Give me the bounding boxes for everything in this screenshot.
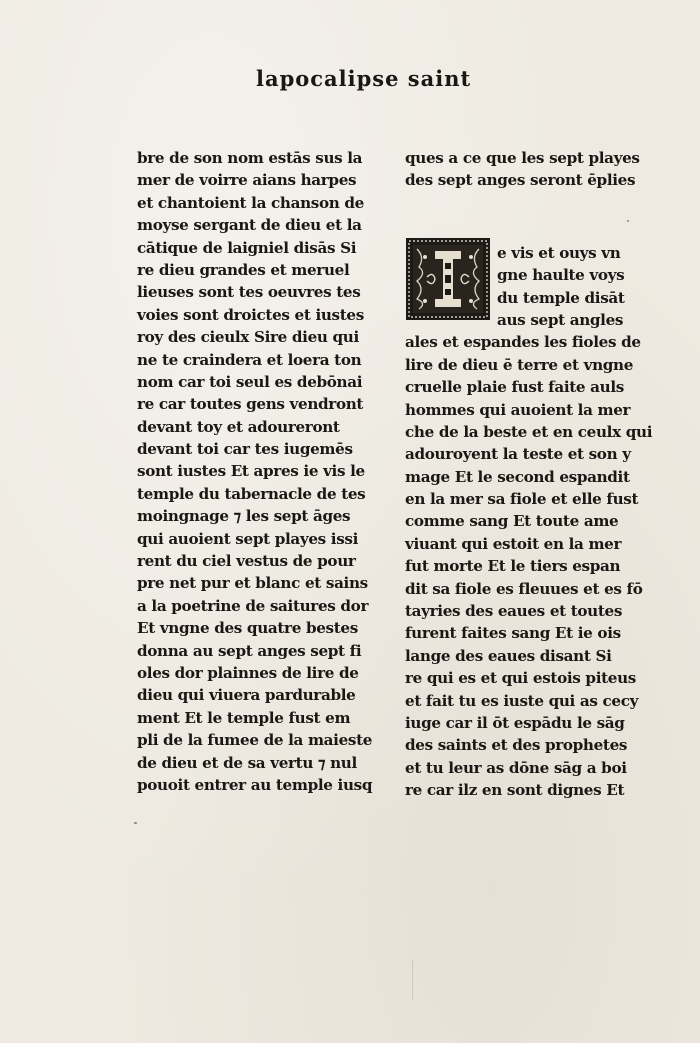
text-line: devant toy et adoureront bbox=[137, 417, 340, 436]
text-line: des saints et des prophetes bbox=[405, 736, 628, 755]
text-line: sont iustes Et apres ie vis le bbox=[137, 462, 365, 481]
text-line: qui auoient sept playes issi bbox=[137, 529, 359, 548]
text-line: Et vngne des quatre bestes bbox=[137, 619, 358, 638]
column-gap bbox=[405, 192, 652, 242]
text-line: et fait tu es iuste qui as cecy bbox=[405, 691, 639, 710]
paper-speck bbox=[134, 822, 137, 824]
text-line: donna au sept anges sept fi bbox=[137, 641, 362, 660]
text-line: et tu leur as dōne sāg a boi bbox=[405, 758, 627, 777]
text-line: viuant qui estoit en la mer bbox=[405, 534, 622, 553]
text-line: pli de la fumee de la maieste bbox=[137, 731, 373, 750]
text-line: pouoit entrer au temple iusq bbox=[137, 775, 373, 794]
text-line: hommes qui auoient la mer bbox=[405, 400, 631, 419]
text-line: lange des eaues disant Si bbox=[405, 646, 612, 665]
text-line: fut morte Et le tiers espan bbox=[405, 557, 621, 576]
text-line: dieu qui viuera pardurable bbox=[137, 686, 356, 705]
paper-speck bbox=[627, 220, 629, 222]
text-line: oles dor plainnes de lire de bbox=[137, 663, 359, 682]
text-line: en la mer sa fiole et elle fust bbox=[405, 490, 639, 509]
text-line: gne haulte voys bbox=[497, 266, 625, 285]
text-line: re car toutes gens vendront bbox=[137, 395, 364, 414]
text-line: e vis et ouys vn bbox=[497, 243, 621, 262]
text-line: temple du tabernacle de tes bbox=[137, 484, 366, 503]
text-line: moingnage ⁊ les sept āges bbox=[137, 507, 351, 526]
text-line: de dieu et de sa vertu ⁊ nul bbox=[137, 753, 357, 772]
page-header: lapocalipse saint bbox=[256, 66, 472, 91]
text-line: bre de son nom estās sus la bbox=[137, 149, 363, 167]
left-text-column bbox=[137, 147, 372, 796]
text-line: a la poetrine de saitures dor bbox=[137, 596, 369, 615]
text-line: comme sang Et toute ame bbox=[405, 512, 619, 531]
text-line: re dieu grandes et meruel bbox=[137, 260, 350, 279]
text-line: voies sont droictes et iustes bbox=[137, 305, 364, 324]
text-line: moyse sergant de dieu et la bbox=[137, 216, 362, 235]
text-line: et chantoient la chanson de bbox=[137, 193, 364, 212]
text-line: adouroyent la teste et son y bbox=[405, 445, 631, 464]
text-line: nom car toi seul es debōnai bbox=[137, 372, 363, 391]
text-line: ques a ce que les sept playes bbox=[405, 149, 640, 167]
text-line: aus sept angles bbox=[497, 310, 624, 329]
text-line: furent faites sang Et ie ois bbox=[405, 624, 621, 643]
text-line: mage Et le second espandit bbox=[405, 467, 630, 486]
text-line: pre net pur et blanc et sains bbox=[137, 574, 368, 593]
text-line: des sept anges seront ēplies bbox=[405, 171, 636, 190]
text-line: ne te craindera et loera ton bbox=[137, 350, 362, 369]
paper-fold-mark bbox=[412, 960, 413, 1000]
text-line: du temple disāt bbox=[497, 288, 625, 307]
text-line: mer de voirre aians harpes bbox=[137, 171, 357, 190]
text-line: ales et espandes les fioles de bbox=[405, 333, 641, 352]
text-line: cruelle plaie fust faite auls bbox=[405, 378, 624, 397]
text-line: dit sa fiole es fleuues et es fō bbox=[405, 579, 643, 598]
text-line: cātique de laigniel disās Si bbox=[137, 238, 357, 257]
text-line: rent du ciel vestus de pour bbox=[137, 552, 356, 571]
text-line: che de la beste et en ceulx qui bbox=[405, 422, 653, 441]
text-line: tayries des eaues et toutes bbox=[405, 602, 623, 621]
text-line: re car ilz en sont dignes Et bbox=[405, 781, 625, 800]
text-line: re qui es et qui estois piteus bbox=[405, 669, 636, 688]
text-line: lire de dieu ē terre et vngne bbox=[405, 355, 634, 374]
text-line: devant toi car tes iugemēs bbox=[137, 440, 353, 459]
text-line: ment Et le temple fust em bbox=[137, 708, 351, 727]
text-line: lieuses sont tes oeuvres tes bbox=[137, 283, 361, 302]
text-line: iuge car il ōt espādu le sāg bbox=[405, 713, 625, 732]
right-text-column bbox=[405, 147, 652, 802]
text-line: roy des cieulx Sire dieu qui bbox=[137, 328, 359, 347]
